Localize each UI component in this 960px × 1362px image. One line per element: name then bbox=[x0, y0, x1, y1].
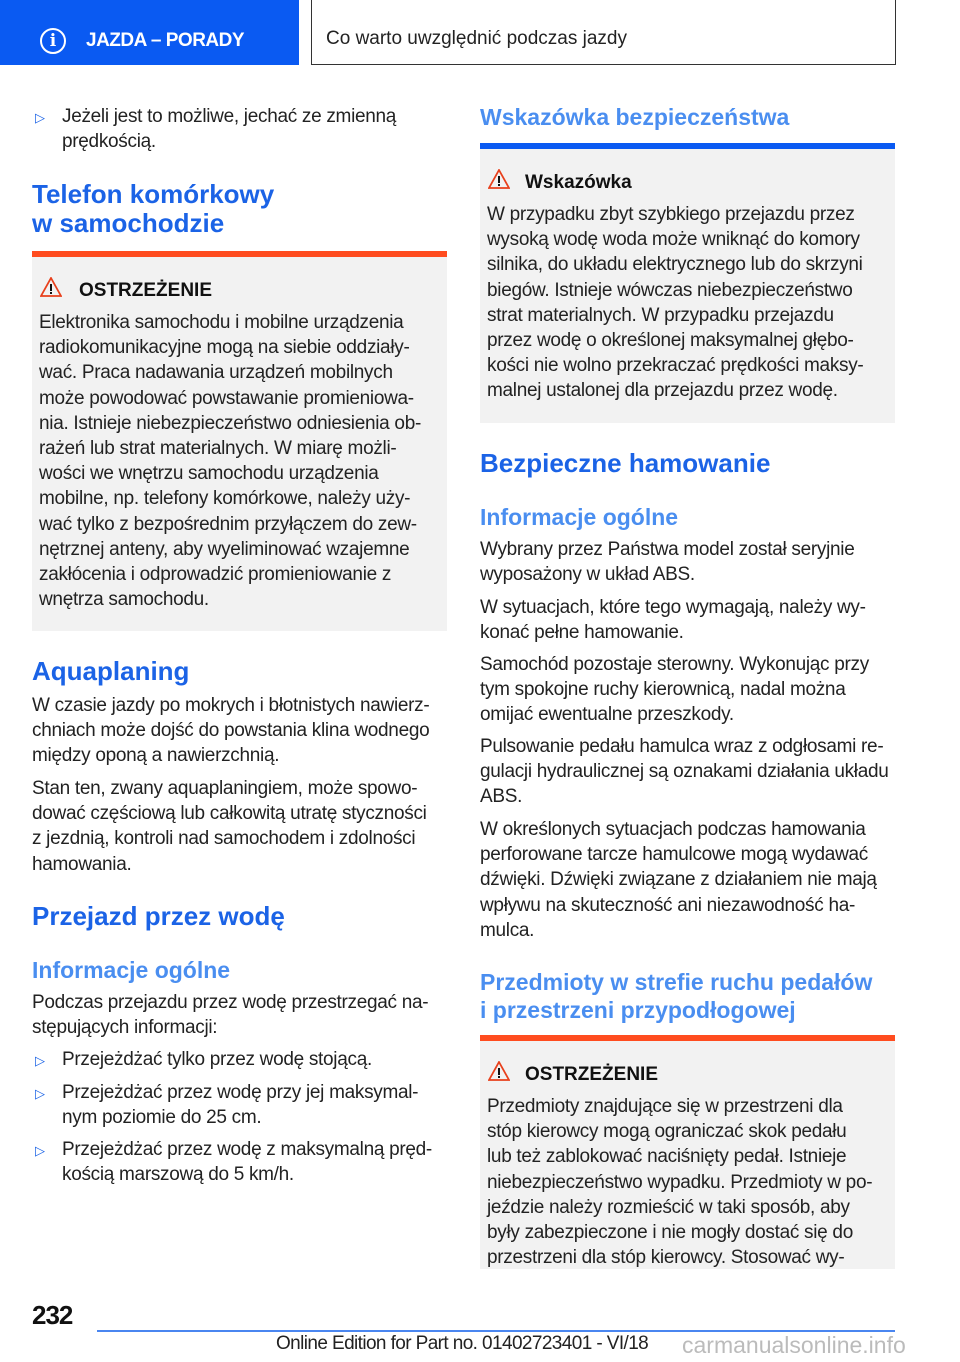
section-label: JAZDA – PORADY bbox=[86, 30, 245, 51]
subheading-general: Informacje ogólne bbox=[32, 957, 231, 983]
bullet-triangle-icon: ▷ bbox=[35, 110, 45, 125]
paragraph: Podczas przejazdu przez wodę przestrzegać na- stępujących informacji: bbox=[32, 992, 429, 1039]
heading-phone: Telefon komórkowy w samochodzie bbox=[32, 179, 275, 238]
warning-triangle-icon bbox=[488, 169, 510, 189]
subheading-general: Informacje ogólne bbox=[480, 504, 679, 530]
paragraph: Samochód pozostaje sterowny. Wykonując przy tym spokojne ruchy kierownicą, nadal można omijać ewentualne przeszkody. bbox=[480, 654, 869, 726]
warning-title: OSTRZEŻENIE bbox=[79, 280, 213, 301]
heading-aquaplaning: Aquaplaning bbox=[32, 656, 190, 686]
heading-pedal-objects: Przedmioty w strefie ruchu pedałów i przestrzeni przypodłogowej bbox=[480, 969, 873, 1023]
bullet-text: Przejeżdżać przez wodę przy jej maksymal- nym poziomie do 25 cm. bbox=[62, 1082, 419, 1129]
paragraph: W czasie jazdy po mokrych i błotnistych nawierz- chniach może dojść do powstania klina wodnego między oponą a nawierzchnią. bbox=[32, 695, 430, 767]
info-icon: i bbox=[40, 28, 66, 54]
page-number: 232 bbox=[32, 1300, 73, 1330]
chapter-title: Co warto uwzględnić podczas jazdy bbox=[326, 28, 627, 49]
bullet-triangle-icon: ▷ bbox=[35, 1086, 45, 1101]
chapter-title-box bbox=[311, 0, 896, 65]
warning-triangle-icon bbox=[488, 1061, 510, 1081]
warning-triangle-icon bbox=[40, 277, 62, 297]
bullet-text: Jeżeli jest to możliwe, jechać ze zmienną prędkością. bbox=[62, 106, 397, 153]
heading-safety-note: Wskazówka bezpieczeństwa bbox=[480, 104, 790, 130]
bullet-text: Przejeżdżać tylko przez wodę stojącą. bbox=[62, 1049, 372, 1070]
warning-title: OSTRZEŻENIE bbox=[525, 1064, 659, 1085]
bullet-triangle-icon: ▷ bbox=[35, 1053, 45, 1068]
warning-box bbox=[32, 257, 447, 631]
warning-body: Przedmioty znajdujące się w przestrzeni dla stóp kierowcy mogą ograniczać skok pedału lub też zablokować naciśnięty pedał. Istnieje niebezpieczeństwo wypadku. Przedmioty w po- jeździe należy rozmieścić w taki sposób, aby były zabezpieczone i nie mogły dostać się do przestrzeni dla stóp kierowcy. Stosować wy- bbox=[487, 1096, 873, 1269]
paragraph: Stan ten, zwany aquaplaningiem, może spowo- dować częściową lub całkowitą utratę styczności z jezdnią, kontroli nad samochodem i zdolności hamowania. bbox=[32, 778, 427, 875]
heading-braking: Bezpieczne hamowanie bbox=[480, 448, 771, 478]
note-body: W przypadku zbyt szybkiego przejazdu przez wysoką wodę woda może wniknąć do komory silnika, do układu elektrycznego lub do skrzyni biegów. Istnieje wówczas niebezpieczeństwo strat materialnych. W przypadku przejazdu przez wodę o określonej maksymalnej głębo- kości nie wolno przekraczać prędkości maksy- malnej ustalonej dla przejazdu przez wodę. bbox=[487, 204, 864, 402]
edition-text: Online Edition for Part no. 01402723401 - VI/18 bbox=[276, 1333, 649, 1354]
heading-water: Przejazd przez wodę bbox=[32, 901, 285, 931]
paragraph: W sytuacjach, które tego wymagają, należy wy- konać pełne hamowanie. bbox=[480, 597, 866, 644]
note-title: Wskazówka bbox=[525, 172, 632, 193]
note-box bbox=[480, 149, 895, 423]
bullet-text: Przejeżdżać przez wodę z maksymalną pręd- kością marszową do 5 km/h. bbox=[62, 1139, 432, 1186]
paragraph: Pulsowanie pedału hamulca wraz z odgłosami re- gulacji hydraulicznej są oznakami działania układu ABS. bbox=[480, 736, 889, 808]
section-tab[interactable] bbox=[0, 0, 299, 65]
paragraph: Wybrany przez Państwa model został seryjnie wyposażony w układ ABS. bbox=[480, 539, 855, 586]
bullet-triangle-icon: ▷ bbox=[35, 1143, 45, 1158]
paragraph: W określonych sytuacjach podczas hamowania perforowane tarcze hamulcowe mogą wydawać dźwięki. Dźwięki związane z działaniem nie mają wpływu na skuteczność ani niezawodność ha- mulca. bbox=[480, 819, 877, 941]
watermark: carmanualsonline.info bbox=[682, 1332, 906, 1358]
warning-body: Elektronika samochodu i mobilne urządzenia radiokomunikacyjne mogą na siebie oddziały- wać. Praca nadawania urządzeń mobilnych może powodować powstawanie promieniowa- nia. Istnieje niebezpieczeństwo odniesienia ob- rażeń lub strat materialnych. W miarę możli- wości we wnętrzu samochodu urządzenia mobilne, np. telefony komórkowe, należy uży- wać tylko z bezpośrednim przyłączem do zew- nętrznej anteny, aby wyeliminować wzajemne zakłócenia i odprowadzić promieniowanie z wnętrza samochodu. bbox=[39, 312, 421, 611]
warning-box bbox=[480, 1041, 895, 1269]
